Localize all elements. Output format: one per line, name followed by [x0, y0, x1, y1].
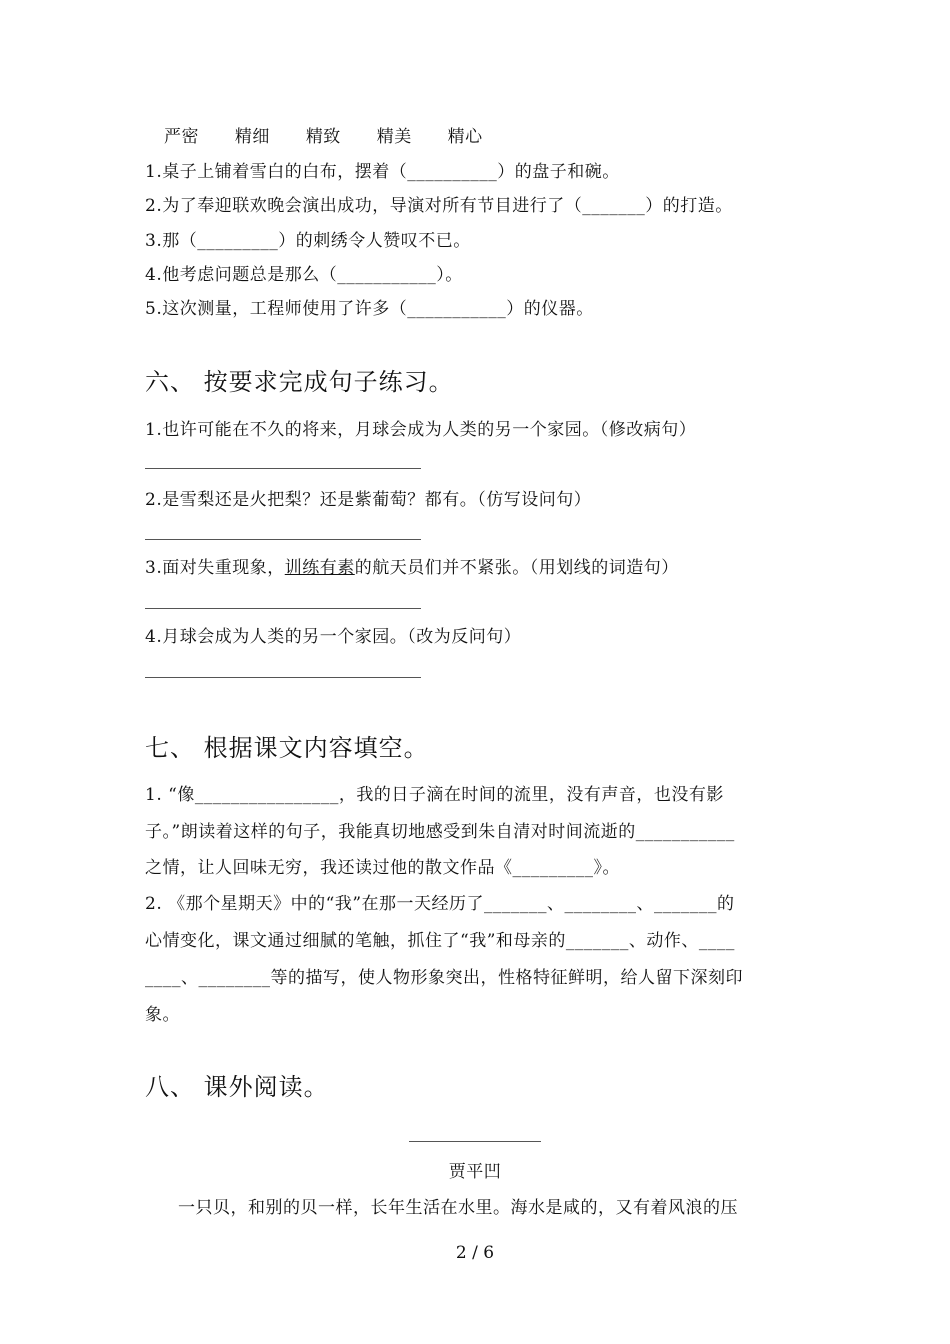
sentence-item-1: 1.也许可能在不久的将来，月球会成为人类的另一个家园。（修改病句）	[145, 420, 697, 440]
article-title-blank[interactable]	[409, 1141, 541, 1142]
article-first-line: 一只贝，和别的贝一样，长年生活在水里。海水是咸的，又有着风浪的压	[178, 1198, 738, 1218]
fill-paragraph-line: 心情变化，课文通过细腻的笔触，抓住了“我”和母亲的_______、动作、____	[145, 931, 735, 951]
sentence-item-3	[145, 553, 679, 578]
answer-line-3[interactable]	[145, 608, 421, 609]
fill-item-3: 3.那（_________）的刺绣令人赞叹不已。	[145, 231, 471, 251]
word-bank-item: 精致	[305, 127, 341, 147]
fill-paragraph-line: 2. 《那个星期天》中的“我”在那一天经历了_______、________、_______的	[145, 894, 735, 914]
word-bank-item: 精美	[376, 127, 412, 147]
sentence-item-3-before: 3.面对失重现象，	[145, 558, 285, 578]
fill-item-2: 2.为了奉迎联欢晚会演出成功，导演对所有节目进行了（_______）的打造。	[145, 196, 733, 216]
page-number: 2 / 6	[455, 1243, 495, 1263]
underlined-word: 训练有素	[284, 558, 355, 578]
answer-line-1[interactable]	[145, 468, 421, 469]
word-bank-item: 精心	[447, 127, 483, 147]
fill-paragraph-line: 1. “像________________，我的日子滴在时间的流里，没有声音，也没有影	[145, 785, 724, 805]
fill-item-1: 1.桌子上铺着雪白的白布，摆着（__________）的盘子和碗。	[145, 162, 620, 182]
fill-paragraph-line: 之情，让人回味无穷，我还读过他的散文作品《_________》。	[145, 858, 620, 878]
article-author: 贾平凹	[448, 1162, 502, 1182]
word-bank	[164, 122, 513, 147]
section-7-title: 七、 根据课文内容填空。	[145, 734, 429, 762]
fill-item-5: 5.这次测量，工程师使用了许多（___________）的仪器。	[145, 299, 594, 319]
section-8-title: 八、 课外阅读。	[145, 1073, 329, 1101]
fill-paragraph-line: ____、________等的描写，使人物形象突出，性格特征鲜明，给人留下深刻印	[145, 968, 743, 988]
fill-paragraph-line: 象。	[145, 1005, 180, 1025]
section-6-title: 六、 按要求完成句子练习。	[145, 368, 454, 396]
sentence-item-4: 4.月球会成为人类的另一个家园。（改为反问句）	[145, 627, 522, 647]
sentence-item-3-after: 的航天员们并不紧张。（用划线的词造句）	[354, 558, 679, 578]
answer-line-2[interactable]	[145, 539, 421, 540]
word-bank-item: 精细	[234, 127, 270, 147]
word-bank-item: 严密	[164, 127, 199, 147]
answer-line-4[interactable]	[145, 677, 421, 678]
fill-item-4: 4.他考虑问题总是那么（___________）。	[145, 265, 463, 285]
sentence-item-2: 2.是雪梨还是火把梨？还是紫葡萄？都有。（仿写设问句）	[145, 490, 592, 510]
fill-paragraph-line: 子。”朗读着这样的句子，我能真切地感受到朱自清对时间流逝的___________	[145, 822, 735, 842]
